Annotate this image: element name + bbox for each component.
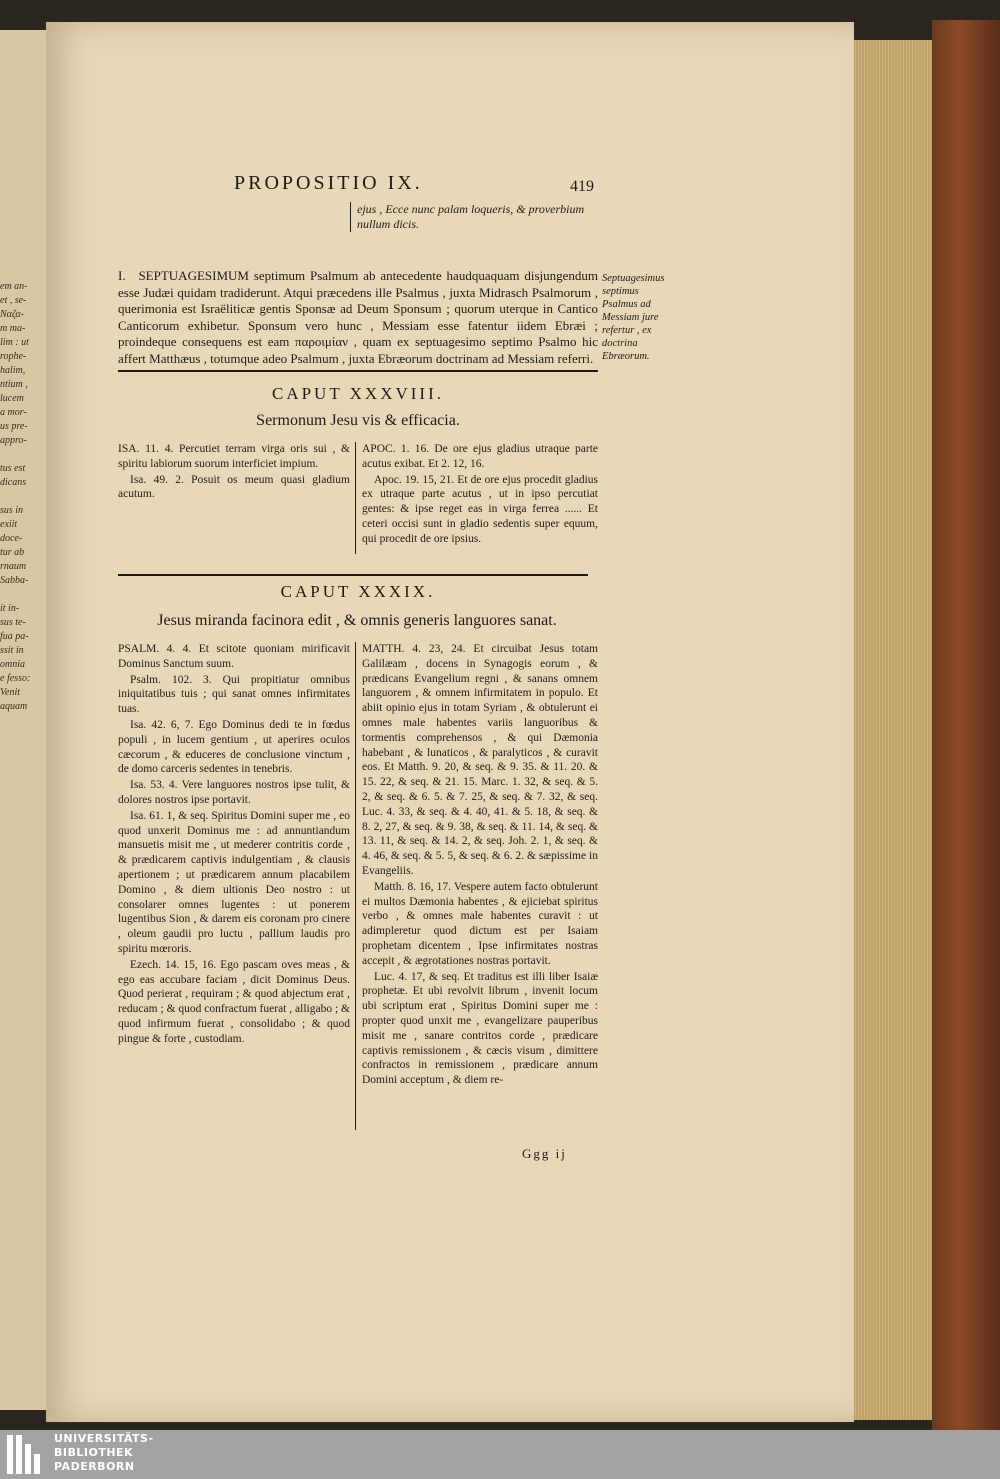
column-paragraph: ISA. 11. 4. Percutiet terram virga oris sui , & spiritu labiorum suorum interficiet impium. — [118, 443, 350, 470]
margin-line: fua pa- — [0, 631, 29, 642]
proposition-paragraph — [118, 268, 598, 367]
margin-line: it in- — [0, 603, 20, 614]
facing-page-margin-text — [0, 280, 44, 714]
page-header-title: PROPOSITIO IX. — [234, 172, 423, 194]
section-rule — [118, 574, 588, 576]
caput38-right-column — [362, 442, 598, 548]
column-paragraph: APOC. 1. 16. De ore ejus gladius utraque parte acutus exibat. Et 2. 12, 16. — [362, 443, 598, 470]
book-page — [46, 22, 854, 1422]
margin-line: lim : ut — [0, 337, 29, 348]
margin-line: Nαζα- — [0, 309, 24, 320]
margin-line: e fesso: — [0, 673, 31, 684]
margin-line: tur ab — [0, 547, 25, 558]
logo-line-3: PADERBORN — [54, 1460, 135, 1473]
column-paragraph: Isa. 53. 4. Vere languores nostros ipse tulit, & dolores nostros ipse portavit. — [118, 779, 350, 806]
margin-line: em an- — [0, 281, 28, 292]
margin-line: omnia — [0, 659, 25, 670]
caput38-left-column — [118, 442, 350, 503]
library-footer — [0, 1430, 1000, 1479]
column-paragraph: Isa. 42. 6, 7. Ego Dominus dedi te in fœdus populi , in lucem gentium , ut aperires oculos cæcorum , & educeres de conclusione vinctum , de domo carceris sedentes in tenebris. — [118, 718, 350, 776]
margin-line — [0, 490, 44, 504]
margin-line: Sabba- — [0, 575, 29, 586]
side-note: Septuagesimus septimus Psalmus ad Messiam jure refertur , ex doctrina Ebræorum. — [602, 273, 665, 362]
margin-line — [0, 588, 44, 602]
margin-line: lucem — [0, 393, 24, 404]
caput39-left-column — [118, 642, 350, 1048]
book-cover — [932, 20, 1000, 1430]
margin-line: ntium , — [0, 379, 28, 390]
column-paragraph: Matth. 8. 16, 17. Vespere autem facto obtulerunt ei multos Dæmonia habentes , & ejiciebat spiritus verbo , & omnes male habentes curavit : ut adimpleretur quod dictum est per Isaiam prophetam dicentem , Ipse infirmitates nostras accepit , & ægrotationes nostras portavit. — [362, 880, 598, 967]
column-paragraph: Apoc. 19. 15, 21. Et de ore ejus procedit gladius ex utraque parte acutus , ut in ipso percutiat gentes: & ipse reget eas in virga ferrea ...... Et ceteri occisi sunt in gladio sedentis super equum, qui procedit de ore ipsius. — [362, 473, 598, 545]
margin-line: m ma- — [0, 323, 26, 334]
proposition-text: SEPTUAGESIMUM septimum Psalmum ab antecedente haudquaquam disjungendum esse Judæi quidam tradiderunt. Atqui præcedens ille Psalmus , juxta Midrasch Psalmorum , querimonia est Israëliticæ gentis Sponsæ ad Deum Sponsum ; quorum uterque in Cantico Canticorum exhibetur. Sponsum vero hunc , Messiam esse fatentur iidem Ebræi ; proindeque consequens est eam παροιμίαν , quam ex septuagesimo septimo Psalmo hic affert Matthæus , totumque adeo Psalmum , juxta Ebræorum doctrinam ad Messiam referri. — [118, 268, 598, 366]
signature-mark: Ggg ij — [522, 1146, 567, 1161]
column-divider — [355, 642, 356, 1130]
logo-line-1: UNIVERSITÄTS- — [54, 1432, 154, 1445]
caput38-title: CAPUT XXXVIII. — [271, 384, 444, 403]
continuation-text: ejus , Ecce nunc palam loqueris, & proverbium nullum dicis. — [350, 202, 607, 232]
section-rule — [118, 370, 598, 372]
margin-line: aquam — [0, 701, 28, 712]
margin-line: exiit — [0, 519, 18, 530]
page-number: 419 — [570, 178, 594, 195]
caput39-right-column — [362, 642, 598, 1089]
margin-line: doce- — [0, 533, 23, 544]
column-paragraph: Luc. 4. 17, & seq. Et traditus est illi liber Isaiæ prophetæ. Et ubi revolvit librum , invenit locum ubi scriptum erat , Spiritus Domini super me : propter quod unxit me , evangelizare pauperibus misit me , sanare contritos corde , prædicare captivis remissionem , & cæcis visum , dimittere confractos in remissionem , prædicare annum Domini acceptum , & diem re- — [362, 970, 598, 1087]
facing-page — [0, 30, 48, 1410]
margin-line: rnaum — [0, 561, 27, 572]
logo-line-2: BIBLIOTHEK — [54, 1446, 134, 1459]
proposition-number: I. — [118, 268, 126, 283]
column-paragraph: Ezech. 14. 15, 16. Ego pascam oves meas , & ego eas accubare faciam , dicit Dominus Deus. Quod perierat , requiram ; & quod abjectum erat , reducam ; & quod confractum fuerat , alligabo ; & quod infirmum fuerat , consolidabo ; & quod pingue & forte , custodiam. — [118, 958, 350, 1045]
column-paragraph: Isa. 61. 1, & seq. Spiritus Domini super me , eo quod unxerit Dominus me : ad annuntiandum mansuetis misit me , ut mederer contritis corde , & prædicarem captivis indulgentiam , & clausis apertionem ; ut prædicarem annum placabilem Domino , & diem ultionis Deo nostro : ut consolarer omnes lugentes : ut ponerem lugentibus Sion , & darem eis coronam pro cinere , oleum gaudii pro luctu , pallium laudis pro spiritu mœroris. — [118, 809, 350, 955]
column-paragraph: Psalm. 102. 3. Qui propitiatur omnibus iniquitatibus tuis ; qui sanat omnes infirmitates tuas. — [118, 673, 350, 716]
margin-line: ssit in — [0, 645, 24, 656]
margin-line: a mor- — [0, 407, 27, 418]
page-fore-edge — [854, 40, 932, 1420]
margin-line — [0, 448, 44, 462]
margin-line: et , se- — [0, 295, 27, 306]
margin-line: Venit — [0, 687, 20, 698]
caput39-title: CAPUT XXXIX. — [280, 582, 436, 601]
column-paragraph: Isa. 49. 2. Posuit os meum quasi gladium acutum. — [118, 473, 350, 501]
margin-line: halim, — [0, 365, 26, 376]
caput39-subtitle: Jesus miranda facinora edit , & omnis generis languores sanat. — [157, 612, 557, 629]
margin-line: appro- — [0, 435, 27, 446]
column-divider — [355, 442, 356, 554]
margin-line: dicans — [0, 477, 27, 488]
margin-line: sus in — [0, 505, 24, 516]
caput38-subtitle: Sermonum Jesu vis & efficacia. — [256, 412, 460, 429]
margin-line: sus te- — [0, 617, 26, 628]
margin-line: tus est — [0, 463, 26, 474]
library-logo-text — [54, 1432, 154, 1474]
column-paragraph: PSALM. 4. 4. Et scitote quoniam mirificavit Dominus Sanctum suum. — [118, 643, 350, 670]
margin-line: us pre- — [0, 421, 28, 432]
column-paragraph: MATTH. 4. 23, 24. Et circuibat Jesus totam Galilæam , docens in Synagogis eorum , & prædicans Evangelium regni , & sanans omnem languorem , & omnem infirmitatem in populo. Et abiit opinio ejus in totam Syriam , & obtulerunt ei omnes male habentes variis languoribus & tormentis comprehensos , & qui Dæmonia habebant , & lunaticos , & paralyticos , & curavit eos. Et Matth. 9. 20, & seq. & 9. 35. & 11. 20. & 15. 22, & seq. & 21. 15. Marc. 1. 32, & seq. & 5. 2, & seq. & 6. 5. & 7. 25, & seq. & 7. 32, & seq. Luc. 4. 33, & seq. & 4. 40, 41. & 5. 18, & seq. & 8. 2, 27, & seq. & 9. 38, & seq. & 11. 14, & seq. & 13. 11, & seq. & 14. 2, & seq. Joh. 2. 1, & seq. & 4. 46, & seq. & 5. 5, & seq. & 6. 2. & sæpissime in Evangeliis. — [362, 643, 598, 877]
library-logo-icon — [6, 1434, 46, 1475]
margin-line: rophe- — [0, 351, 27, 362]
